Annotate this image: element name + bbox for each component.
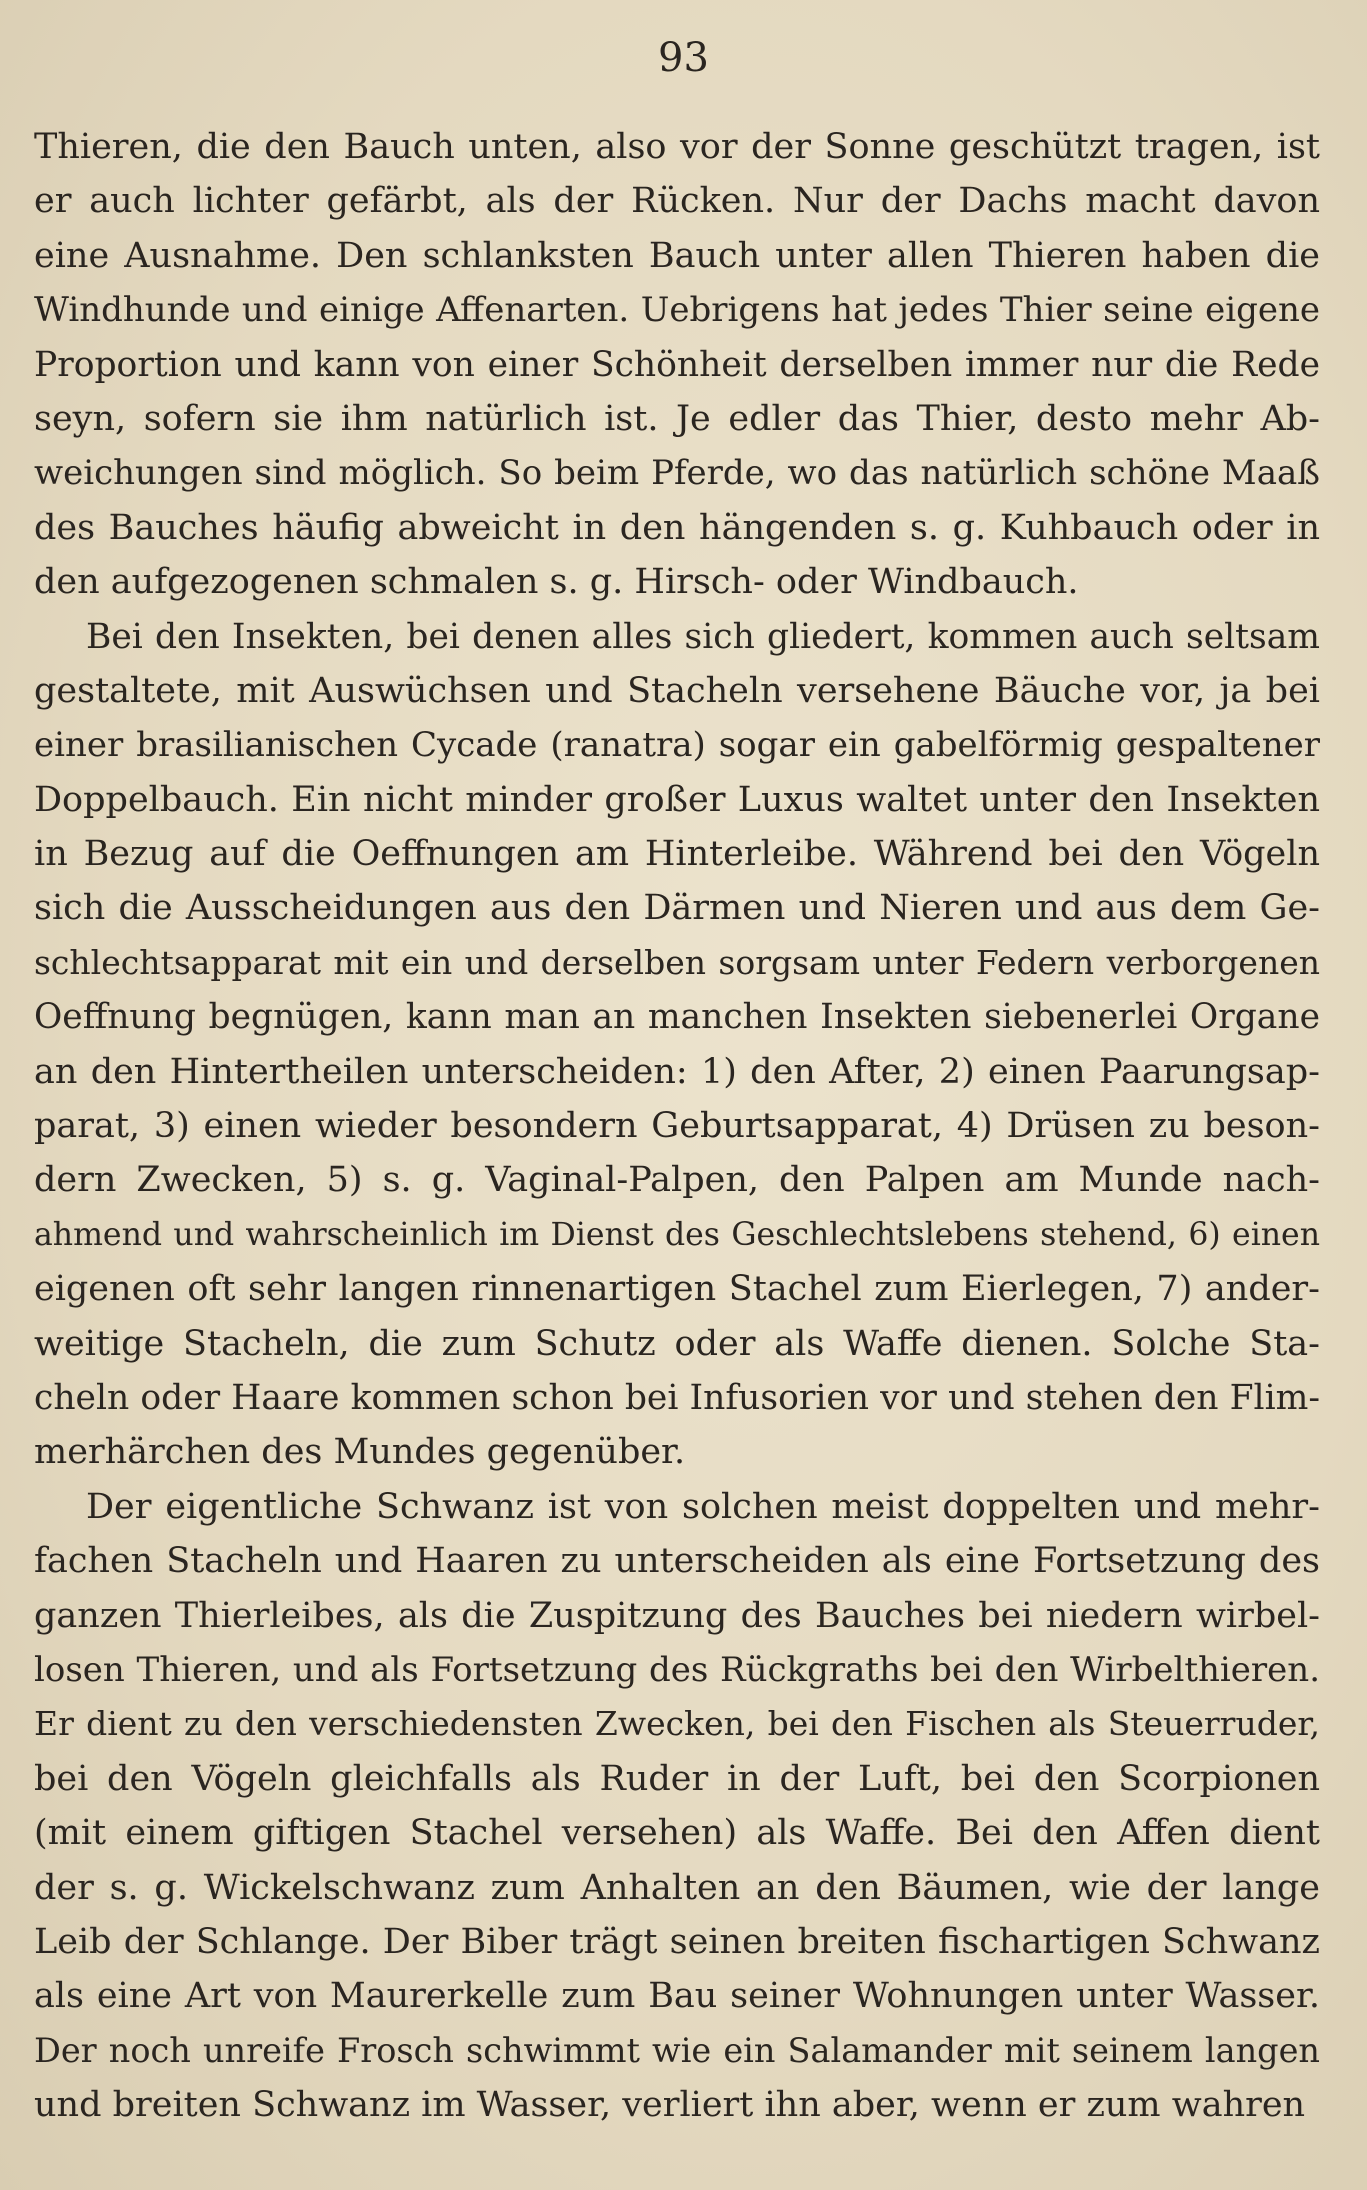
paragraph	[34, 120, 1320, 610]
paragraph	[34, 610, 1320, 1480]
text-line: merhärchen des Mundes gegenüber.	[34, 1432, 686, 1473]
page-number: 93	[658, 35, 709, 81]
text-line: eine Ausnahme. Den schlanksten Bauch unter allen Thieren haben die	[34, 235, 1320, 276]
text-line: ahmend und wahrscheinlich im Dienst des Geschlechtslebens stehend, 6) einen	[34, 1216, 1320, 1253]
text-line: weichungen sind möglich. So beim Pferde, wo das natürlich schöne Maaß	[34, 453, 1320, 494]
text-line: in Bezug auf die Oeffnungen am Hinterleibe. Während bei den Vögeln	[34, 834, 1320, 875]
text-line: an den Hintertheilen unterscheiden: 1) den After, 2) einen Paarungsap-	[34, 1051, 1320, 1092]
text-line: er auch lichter gefärbt, als der Rücken. Nur der Dachs macht davon	[34, 181, 1320, 222]
text-line: schlechtsapparat mit ein und derselben sorgsam unter Federn verborgenen	[34, 942, 1320, 982]
text-line: des Bauches häufig abweicht in den hängenden s. g. Kuhbauch oder in	[34, 507, 1320, 548]
text-line: gestaltete, mit Auswüchsen und Stacheln versehene Bäuche vor, ja bei	[34, 670, 1320, 711]
text-line: weitige Stacheln, die zum Schutz oder als Waffe dienen. Solche Sta-	[34, 1323, 1320, 1364]
text-line: Windhunde und einige Affenarten. Uebrigens hat jedes Thier seine eigene	[34, 290, 1320, 331]
text-line: den aufgezogenen schmalen s. g. Hirsch- oder Windbauch.	[34, 562, 1079, 603]
text-line: Der noch unreife Frosch schwimmt wie ein Salamander mit seinem langen	[34, 2030, 1320, 2070]
text-line: eigenen oft sehr langen rinnenartigen Stachel zum Eierlegen, 7) ander-	[34, 1269, 1320, 1310]
text-line: ganzen Thierleibes, als die Zuspitzung des Bauches bei niedern wirbel-	[34, 1595, 1320, 1636]
text-line: und breiten Schwanz im Wasser, verliert ihn aber, wenn er zum wahren	[34, 2085, 1306, 2126]
text-line: Leib der Schlange. Der Biber trägt seinen breiten fischartigen Schwanz	[34, 1921, 1320, 1962]
text-line: losen Thieren, und als Fortsetzung des Rückgraths bei den Wirbelthieren.	[34, 1649, 1320, 1690]
text-line: (mit einem giftigen Stachel versehen) als Waffe. Bei den Affen dient	[34, 1813, 1320, 1854]
text-line: einer brasilianischen Cycade (ranatra) sogar ein gabelförmig gespaltener	[34, 725, 1320, 766]
text-line: Bei den Insekten, bei denen alles sich gliedert, kommen auch seltsam	[86, 616, 1320, 657]
text-line: Proportion und kann von einer Schönheit derselben immer nur die Rede	[34, 344, 1320, 385]
text-line: dern Zwecken, 5) s. g. Vaginal-Palpen, den Palpen am Munde nach-	[34, 1160, 1320, 1201]
text-line: fachen Stacheln und Haaren zu unterscheiden als eine Fortsetzung des	[34, 1541, 1320, 1582]
text-line: Er dient zu den verschiedensten Zwecken, bei den Fischen als Steuerruder,	[34, 1704, 1320, 1744]
body-text	[34, 120, 1320, 2132]
text-line: der s. g. Wickelschwanz zum Anhalten an den Bäumen, wie der lange	[34, 1867, 1320, 1908]
text-line: parat, 3) einen wieder besondern Geburtsapparat, 4) Drüsen zu beson-	[34, 1106, 1320, 1147]
paragraph	[34, 1480, 1320, 2133]
text-line: sich die Ausscheidungen aus den Därmen und Nieren und aus dem Ge-	[34, 888, 1320, 929]
text-line: Thieren, die den Bauch unten, also vor der Sonne geschützt tragen, ist	[34, 127, 1320, 167]
text-line: Doppelbauch. Ein nicht minder großer Luxus waltet unter den Insekten	[34, 779, 1320, 820]
text-line: seyn, sofern sie ihm natürlich ist. Je edler das Thier, desto mehr Ab-	[34, 398, 1320, 439]
text-line: als eine Art von Maurerkelle zum Bau seiner Wohnungen unter Wasser.	[34, 1976, 1320, 2017]
text-line: bei den Vögeln gleichfalls als Ruder in der Luft, bei den Scorpionen	[34, 1758, 1320, 1799]
text-line: cheln oder Haare kommen schon bei Infusorien vor und stehen den Flim-	[34, 1377, 1320, 1418]
text-line: Oeffnung begnügen, kann man an manchen Insekten siebenerlei Organe	[34, 997, 1320, 1038]
text-line: Der eigentliche Schwanz ist von solchen meist doppelten und mehr-	[86, 1486, 1320, 1527]
